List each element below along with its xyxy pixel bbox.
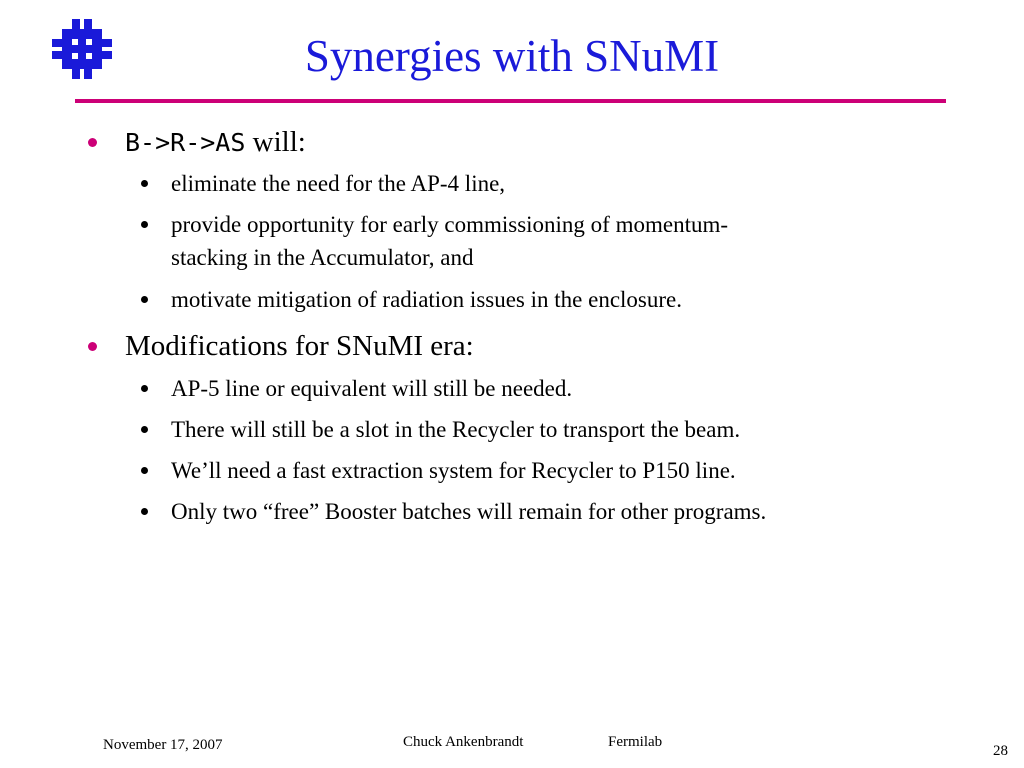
bullet-text: will: (245, 126, 306, 158)
sub-bullet-dot (141, 467, 148, 474)
sub-bullet-item: AP-5 line or equivalent will still be needed. (171, 376, 573, 401)
bullet-item (125, 125, 306, 160)
title-divider (75, 99, 946, 103)
sub-bullet-dot (141, 296, 148, 303)
sub-bullet-item: There will still be a slot in the Recycler to transport the beam. (171, 417, 741, 442)
page-number: 28 (993, 743, 1008, 759)
sub-bullet-dot (141, 508, 148, 515)
bullet-code: B->R->AS (125, 128, 246, 157)
sub-bullet-item: motivate mitigation of radiation issues in the enclosure. (171, 287, 682, 312)
bullet-item (125, 329, 474, 363)
sub-bullet-item: We’ll need a fast extraction system for Recycler to P150 line. (171, 458, 736, 483)
sub-bullet-dot (141, 426, 148, 433)
footer-organization: Fermilab (608, 734, 663, 750)
bullet-dot (88, 342, 97, 351)
sub-bullet-dot (141, 221, 148, 228)
sub-bullet-dot (141, 385, 148, 392)
sub-bullet-item-continuation: stacking in the Accumulator, and (171, 245, 474, 270)
footer-author: Chuck Ankenbrandt (403, 734, 524, 750)
bullet-text: Modifications for SNuMI era: (125, 330, 474, 362)
footer-date: November 17, 2007 (103, 737, 223, 753)
sub-bullet-item: eliminate the need for the AP-4 line, (171, 171, 506, 196)
sub-bullet-item: Only two “free” Booster batches will remain for other programs. (171, 499, 767, 524)
bullet-dot (88, 138, 97, 147)
sub-bullet-dot (141, 180, 148, 187)
sub-bullet-item: provide opportunity for early commissioning of momentum- (171, 212, 729, 237)
page-title: Synergies with SNuMI (304, 31, 720, 81)
